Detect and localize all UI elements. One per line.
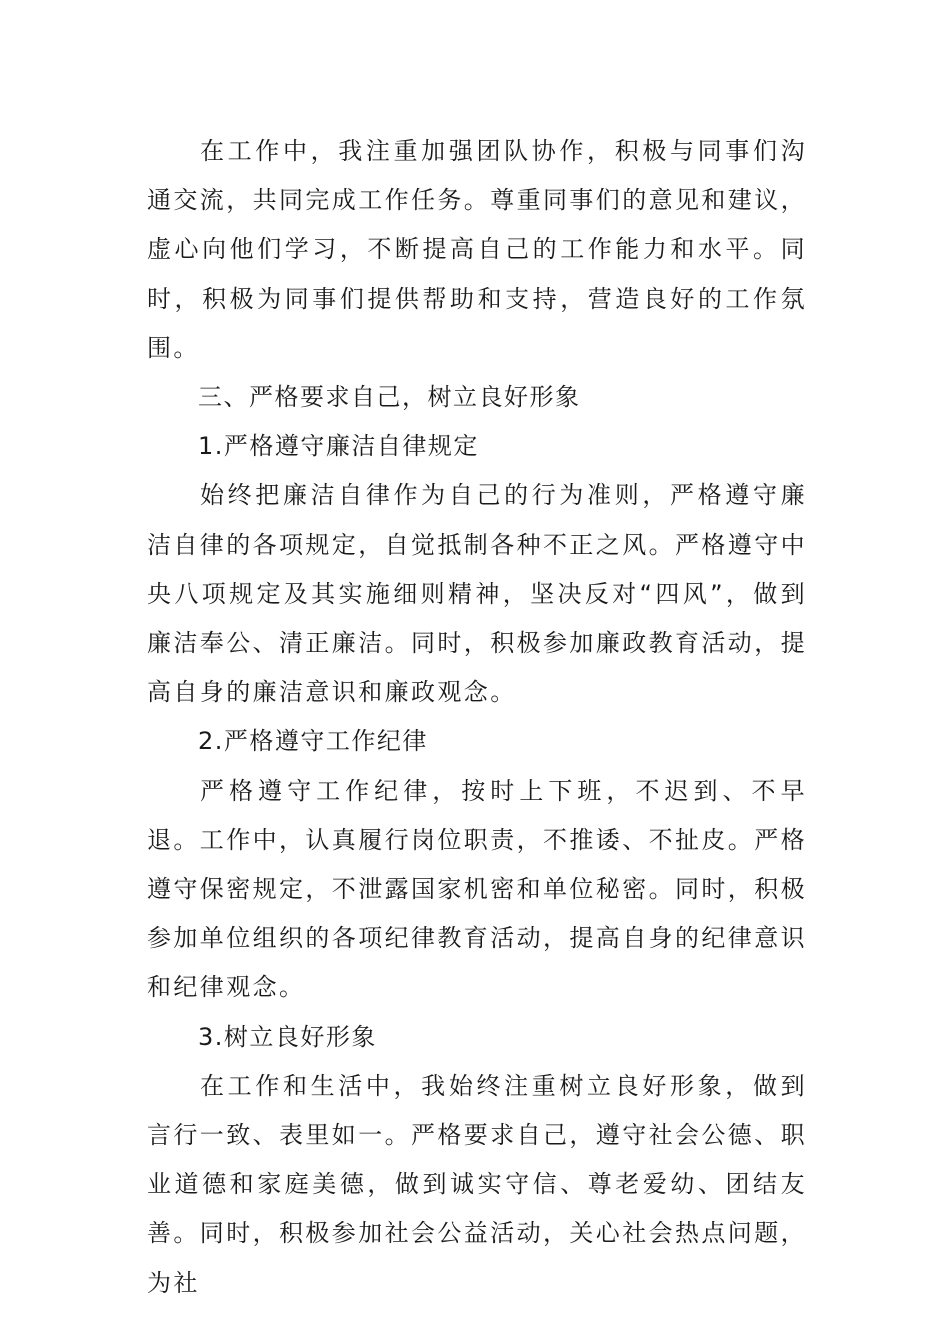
paragraph-work-discipline: 严格遵守工作纪律，按时上下班，不迟到、不早退。工作中，认真履行岗位职责，不推诿、不扯皮。严格遵守保密规定，不泄露国家机密和单位秘密。同时，积极参加单位组织的各项纪律教育活动，提高自身的纪律意识和纪律观念。	[147, 776, 807, 1002]
subheading-integrity-rules: 1.严格遵守廉洁自律规定	[198, 432, 479, 461]
paragraph-good-image: 在工作和生活中，我始终注重树立良好形象，做到言行一致、表里如一。严格要求自己，遵守社会公德、职业道德和家庭美德，做到诚实守信、尊老爱幼、团结友善。同时，积极参加社会公益活动，关心社会热点问题，为社	[147, 1071, 807, 1297]
paragraph-integrity: 始终把廉洁自律作为自己的行为准则，严格遵守廉洁自律的各项规定，自觉抵制各种不正之风。严格遵守中央八项规定及其实施细则精神，坚决反对“四风”，做到廉洁奉公、清正廉洁。同时，积极参加廉政教育活动，提高自身的廉洁意识和廉政观念。	[147, 481, 807, 707]
paragraph-teamwork: 在工作中，我注重加强团队协作，积极与同事们沟通交流，共同完成工作任务。尊重同事们的意见和建议，虚心向他们学习，不断提高自己的工作能力和水平。同时，积极为同事们提供帮助和支持，营造良好的工作氛围。	[147, 137, 807, 362]
subheading-work-discipline: 2.严格遵守工作纪律	[198, 727, 428, 756]
document-body	[147, 127, 807, 1308]
subheading-good-image: 3.树立良好形象	[198, 1022, 377, 1051]
section-heading-strict-self-discipline: 三、严格要求自己，树立良好形象	[198, 383, 581, 412]
